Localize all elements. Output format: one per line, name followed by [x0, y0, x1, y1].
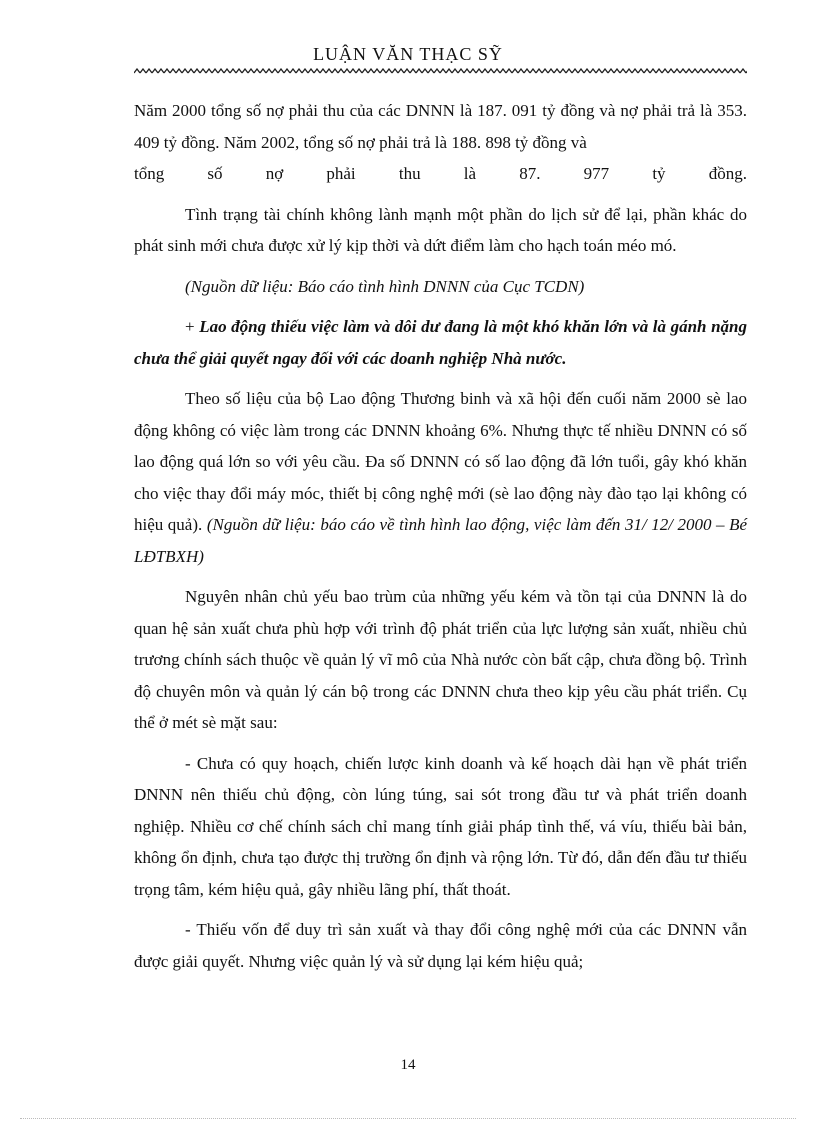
paragraph-debt-last-line: tổng số nợ phải thu là 87. 977 tỷ đồng.: [134, 164, 747, 183]
paragraph-debt-text: Năm 2000 tổng số nợ phải thu của các DNNN là 187. 091 tỷ đồng và nợ phải trả là 353. 409 tỷ đồng. Năm 2002, tổng số nợ phải trả là 188. 898 tỷ đồng và: [134, 101, 747, 152]
paragraph-labor-statistics: [134, 383, 747, 572]
labor-statistics-text: Theo số liệu của bộ Lao động Thương binh và xã hội đến cuối năm 2000 sè lao động không có việc làm trong các DNNN khoảng 6%. Nhưng thực tế nhiều DNNN có số lao động quá lớn so với yêu cầu. Đa số DNNN có số lao động đã lớn tuổi, gây khó khăn cho việc thay đổi máy móc, thiết bị công nghệ mới (sè lao động này đào tạo lại không có hiệu quả).: [134, 389, 747, 534]
document-body: [134, 95, 747, 977]
page-header-title: LUẬN VĂN THẠC SỸ: [313, 44, 503, 64]
footer-dotted-rule: [20, 1118, 796, 1119]
source-note-ldtbxh: (Nguồn dữ liệu: báo cáo về tình hình lao động, việc làm đến 31/ 12/ 2000 – Bé LĐTBXH): [134, 515, 747, 566]
labor-heading-text: Lao động thiếu việc làm và dôi dư đang là một khó khăn lớn và là gánh nặng chưa thể giải quyết ngay đối với các doanh nghiệp Nhà nước.: [134, 317, 748, 368]
paragraph-capital-issues: - Thiếu vốn để duy trì sản xuất và thay đổi công nghệ mới của các DNNN vẫn được giải quyết. Nhưng việc quản lý và sử dụng lại kém hiệu quả;: [134, 920, 747, 971]
paragraph-debt-figures: [134, 95, 747, 190]
labor-heading-bullet: +: [185, 317, 200, 336]
paragraph-financial-status: Tình trạng tài chính không lành mạnh một phần do lịch sử để lại, phần khác do phát sinh mới chưa được xử lý kịp thời và dứt điểm làm cho hạch toán méo mó.: [134, 204, 747, 255]
source-note-tcdn: (Nguồn dữ liệu: Báo cáo tình hình DNNN của Cục TCDN): [185, 276, 585, 296]
header-decorative-rule: [134, 68, 747, 74]
paragraph-planning-issues: - Chưa có quy hoạch, chiến lược kinh doanh và kế hoạch dài hạn về phát triển DNNN nên thiếu chủ động, còn lúng túng, sai sót trong đầu tư và phát triển doanh nghiệp. Nhiều cơ chế chính sách chỉ mang tính giải pháp tình thế, vá víu, thiếu bài bản, không ổn định, chưa tạo được thị trường ổn định và rộng lớn. Từ đó, dẫn đến đầu tư thiếu trọng tâm, kém hiệu quả, gây nhiều lãng phí, thất thoát.: [134, 753, 747, 899]
paragraph-root-causes: Nguyên nhân chủ yếu bao trùm của những yếu kém và tồn tại của DNNN là do quan hệ sản xuất chưa phù hợp với trình độ phát triển của lực lượng sản xuất, nhiều chủ trương chính sách thuộc về quản lý vĩ mô của Nhà nước còn bất cập, chưa đồng bộ. Trình độ chuyên môn và quản lý cán bộ trong các DNNN chưa theo kịp yêu cầu phát triển. Cụ thể ở mét sè mặt sau:: [134, 587, 747, 732]
paragraph-labor-heading: [134, 311, 747, 374]
page-number: 14: [400, 1057, 416, 1073]
